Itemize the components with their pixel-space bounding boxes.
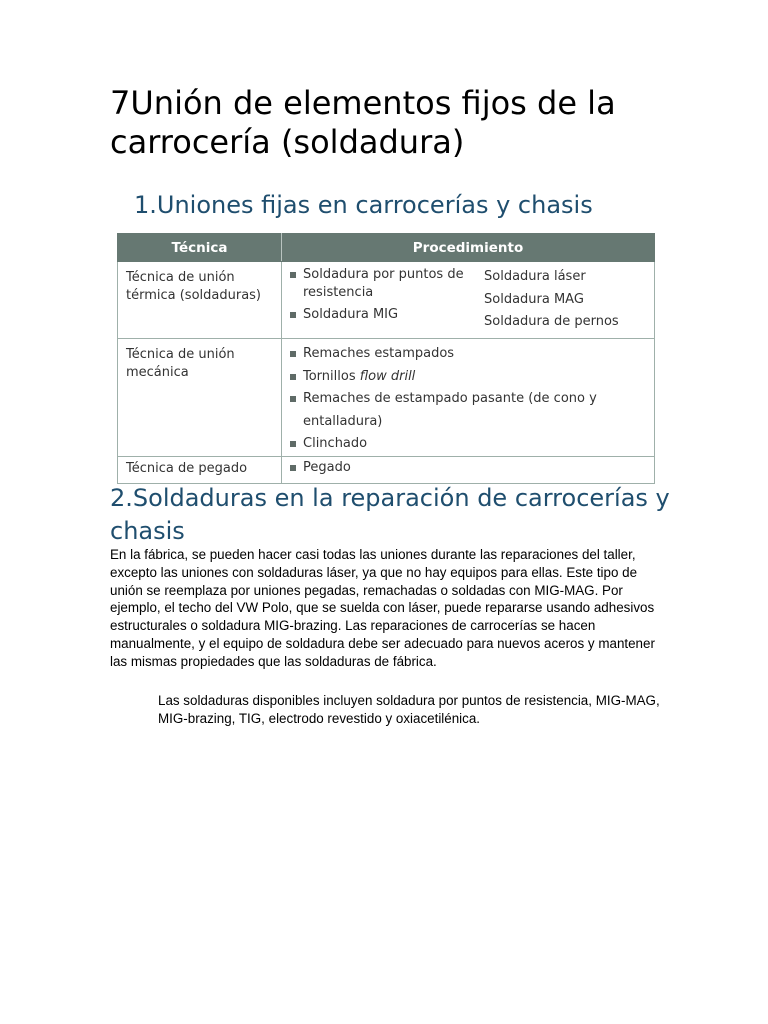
list-item: Soldadura por puntos de resistencia [282,266,477,302]
list-item [282,366,654,389]
list-item: Soldadura MAG [484,291,584,307]
header-tecnica: Técnica [118,234,282,262]
technique-cell: Técnica de pegado [118,456,282,483]
table-row [118,456,655,483]
procedure-cell [282,456,655,483]
list-item: Soldadura de pernos [484,314,619,329]
procedure-cell [282,339,655,457]
section-2-paragraph-2: Las soldaduras disponibles incluyen soldadura por puntos de resistencia, MIG-MAG, MIG-brazing, TIG, electrodo revestido y oxiacetilénica. [158,693,660,726]
table-row [118,339,655,457]
section-2-paragraph-1: En la fábrica, se pueden hacer casi todas las uniones durante las reparaciones del taller, excepto las uniones con soldaduras láser, ya que no hay equipos para ellas. Este tipo de unión se reemplaza por uniones pegadas, remachadas o soldadas con MIG-MAG. Por ejemplo, el techo del VW Polo, que se suelda con láser, puede repararse usando adhesivos estructurales o soldadura MIG-brazing. Las reparaciones de carrocerías se hacen manualmente, y el equipo de soldadura debe ser adecuado para nuevos aceros y mantener las mismas propiedades que las soldaduras de fábrica. [110,547,655,669]
list-item-text: Tornillos [303,368,360,384]
list-item: Clinchado [282,433,654,456]
procedure-list [282,339,654,456]
procedure-list [282,457,654,477]
list-item: Soldadura MIG [282,306,477,324]
list-item: Pegado [282,459,654,477]
list-item: Remaches de estampado pasante (de cono y entalladura) [282,388,654,433]
technique-cell: Técnica de unión térmica (soldaduras) [118,262,282,339]
list-item-italic: flow drill [359,368,416,384]
procedure-cell [282,262,655,339]
list-item: Remaches estampados [282,343,654,366]
header-procedimiento: Procedimiento [282,234,655,262]
table-row [118,262,655,339]
section-1-heading: 1.Uniones fijas en carrocerías y chasis [134,191,593,219]
joining-techniques-table [117,233,655,484]
procedure-extra-list [484,266,664,334]
section-2-heading: 2.Soldaduras en la reparación de carrocerías y chasis [110,484,670,545]
technique-cell: Técnica de unión mecánica [118,339,282,457]
document-title: 7Unión de elementos fijos de la carrocería (soldadura) [110,84,616,161]
table-header-row [118,234,655,262]
list-item: Soldadura láser [484,269,586,284]
procedure-list [282,266,477,328]
